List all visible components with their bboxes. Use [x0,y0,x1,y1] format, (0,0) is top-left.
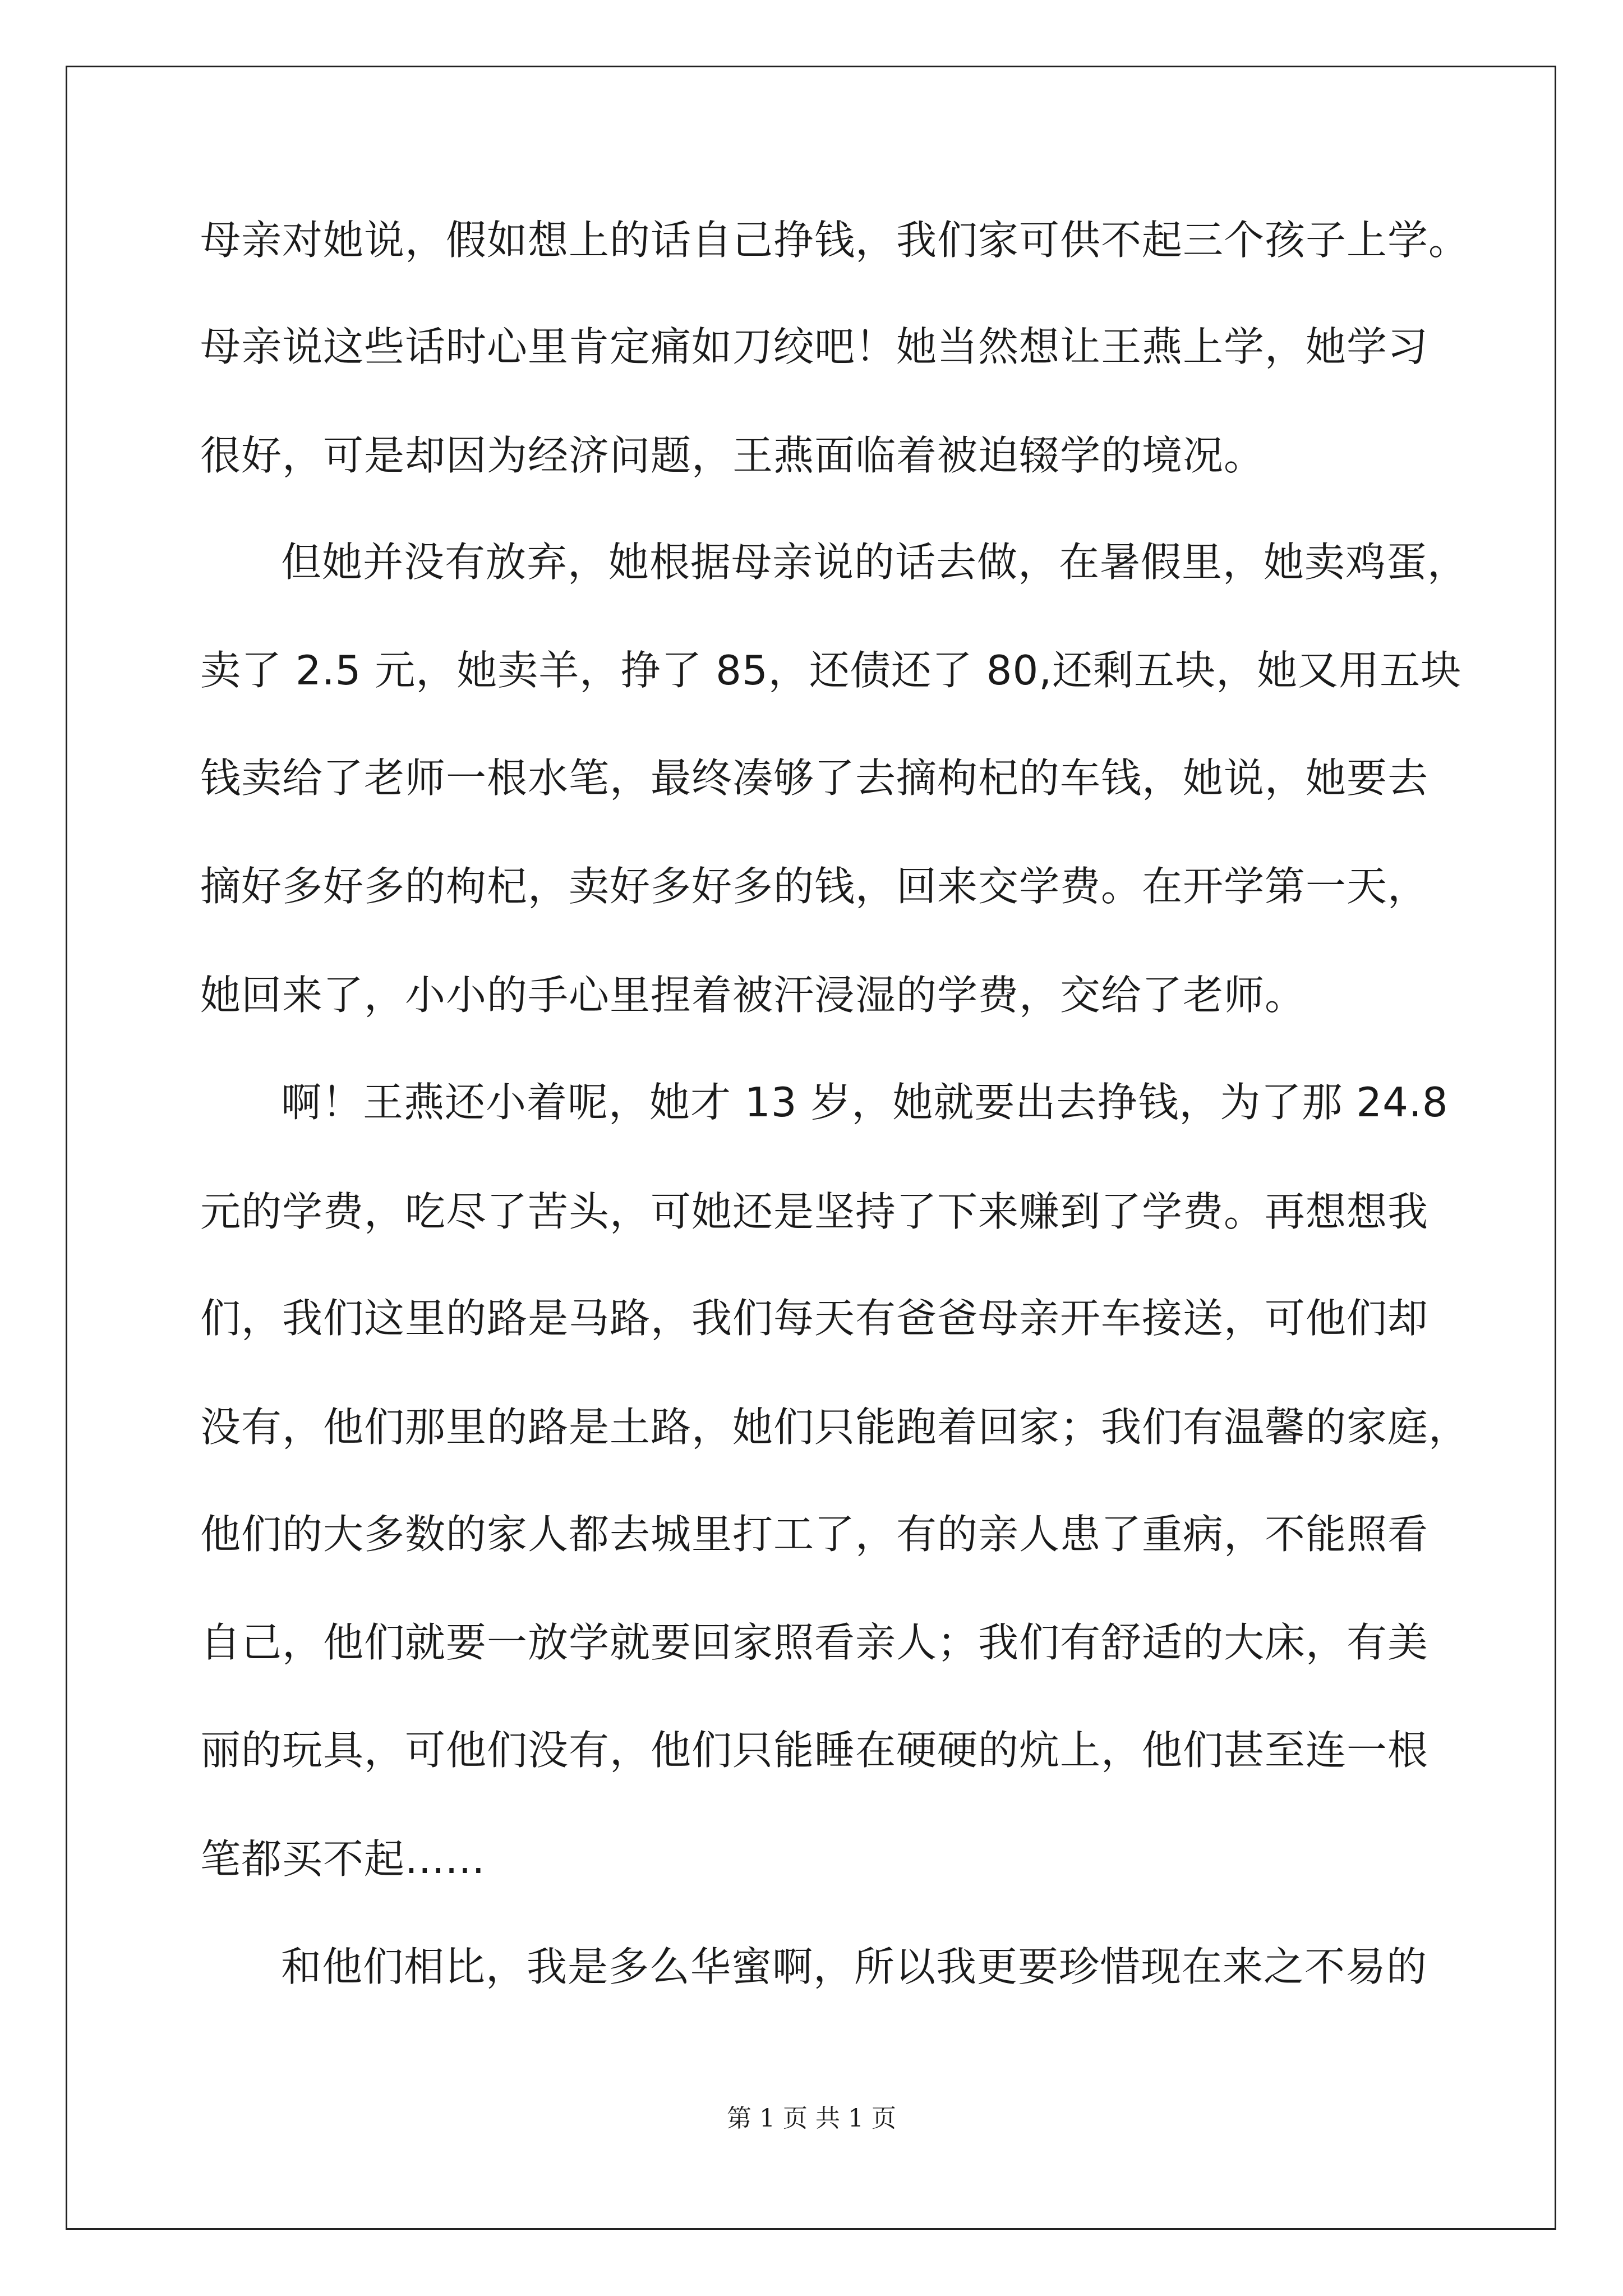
text-line: 母亲说这些话时心里肯定痛如刀绞吧！她当然想让王燕上学，她学习 [200,323,1429,370]
text-line: 啊！王燕还小着呢，她才 13 岁，她就要出去挣钱，为了那 24.8 [281,1079,1449,1126]
text-line: 没有，他们那里的路是土路，她们只能跑着回家；我们有温馨的家庭， [200,1404,1470,1451]
text-line: 和他们相比，我是多么华蜜啊，所以我更要珍惜现在来之不易的 [281,1943,1428,1990]
text-line: 自己，他们就要一放学就要回家照看亲人；我们有舒适的大床，有美 [200,1619,1429,1666]
text-line: 但她并没有放弃，她根据母亲说的话去做，在暑假里，她卖鸡蛋， [281,539,1469,586]
text-line: 钱卖给了老师一根水笔，最终凑够了去摘枸杞的车钱，她说，她要去 [200,754,1429,802]
text-line: 们，我们这里的路是马路，我们每天有爸爸母亲开车接送，可他们却 [200,1295,1429,1342]
text-line: 很好，可是却因为经济问题，王燕面临着被迫辍学的境况。 [200,432,1265,479]
text-line: 母亲对她说，假如想上的话自己挣钱，我们家可供不起三个孩子上学。 [200,217,1470,264]
page-border [66,66,1556,2230]
text-line: 笔都买不起...... [200,1835,486,1883]
text-line: 她回来了，小小的手心里捏着被汗浸湿的学费，交给了老师。 [200,972,1306,1019]
text-line: 元的学费，吃尽了苦头，可她还是坚持了下来赚到了学费。再想想我 [200,1188,1429,1235]
text-line: 他们的大多数的家人都去城里打工了，有的亲人患了重病，不能照看 [200,1511,1429,1558]
text-line: 卖了 2.5 元，她卖羊，挣了 85，还债还了 80,还剩五块，她又用五块 [200,647,1462,694]
text-line: 摘好多好多的枸杞，卖好多好多的钱，回来交学费。在开学第一天， [200,863,1429,910]
page-footer: 第 1 页 共 1 页 [727,2104,896,2133]
text-line: 丽的玩具，可他们没有，他们只能睡在硬硬的炕上，他们甚至连一根 [200,1727,1429,1774]
